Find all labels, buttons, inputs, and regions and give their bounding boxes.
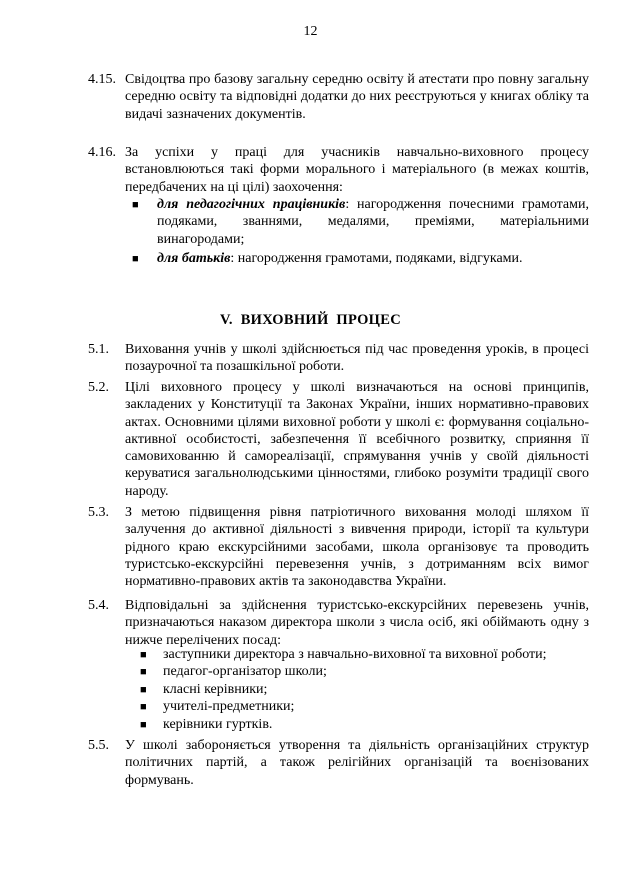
list-item [140, 681, 589, 698]
square-bullet-icon: ■ [132, 252, 139, 265]
item-text-4-15: Свідоцтва про базову загальну середню освіту й атестати про повну загальну середню освіту та відповідні додатки до них реєструються у книгах обліку та видачі зазначених документів. [125, 72, 589, 122]
positions-list [140, 646, 589, 733]
section-heading: V. ВИХОВНИЙ ПРОЦЕС [220, 312, 401, 328]
list-item [140, 663, 589, 680]
list-item-text: учителі-предметники; [163, 699, 295, 715]
item-number-5-1: 5.1. [88, 342, 109, 357]
item-number-5-3: 5.3. [88, 505, 109, 520]
item-number-5-4: 5.4. [88, 598, 109, 613]
page-number: 12 [303, 24, 318, 39]
list-item-text: заступники директора з навчально-виховної та виховної роботи; [163, 647, 547, 662]
list-item [140, 646, 589, 663]
list-item [140, 698, 589, 715]
list-item-text: керівники гуртків. [163, 716, 273, 732]
item-text-5-1: Виховання учнів у школі здійснюється під час проведення уроків, в процесі позаурочної та позашкільної роботи. [125, 342, 589, 375]
square-bullet-icon: ■ [132, 199, 139, 211]
list-item [130, 196, 589, 248]
square-bullet-icon: ■ [140, 683, 147, 696]
item-number-4-16: 4.16. [88, 145, 116, 160]
item-text-5-2: Цілі виховного процесу у школі визначаються на основі принципів, закладених у Конституції та Законах України, інших нормативно-правових актах. Основними цілями виховної роботи у школі є: формування соціально-активної особистості, забезпечення її всебічного розвитку, сприяння її самовихованню й самореалізації, спрямування учнів у своїй діяльності керуватися загальнолюдськими цінностями, глибоко розуміти традиції свого народу. [125, 380, 589, 499]
list-item-text: класні керівники; [163, 681, 268, 697]
item-text-5-5: У школі забороняється утворення та діяльність організаційних структур політичних партій, а також релігійних організацій та воєнізованих формувань. [125, 738, 589, 788]
list-item-lead: для педагогічних працівників [157, 197, 346, 212]
item-number-5-2: 5.2. [88, 380, 109, 395]
item-text-5-3: З метою підвищення рівня патріотичного виховання молоді шляхом її залучення до активної діяльності з вивчення природи, історії та культури рідного краю екскурсійними засобами, школа організовує та проводить туристсько-екскурсійні перевезення учнів, з дотриманням всіх вимог нормативно-правових актів та законодавства України. [125, 505, 589, 590]
item-number-5-5: 5.5. [88, 738, 109, 753]
list-item [140, 716, 589, 733]
square-bullet-icon: ■ [140, 666, 147, 679]
list-item-text: : нагородження почесними грамотами, подяками, званнями, медалями, преміями, матеріальними винагородами; [157, 197, 589, 247]
square-bullet-icon: ■ [140, 718, 147, 731]
list-item-lead: для батьків [157, 250, 231, 266]
list-item-text: : нагородження грамотами, подяками, відгуками. [230, 250, 523, 266]
item-number-4-15: 4.15. [88, 72, 116, 87]
item-text-4-16: За успіхи у праці для учасників навчально-виховного процесу встановлюються такі форми морального і матеріального (в межах коштів, передбачених на ці цілі) заохочення: [125, 145, 589, 195]
list-item [130, 250, 589, 267]
reward-forms-list [130, 196, 589, 267]
list-item-text: педагог-організатор школи; [163, 664, 327, 680]
square-bullet-icon: ■ [140, 649, 147, 661]
item-text-5-4: Відповідальні за здійснення туристсько-екскурсійних перевезень учнів, призначаються наказом директора школи з числа осіб, які обіймають одну з нижче перелічених посад: [125, 598, 589, 648]
square-bullet-icon: ■ [140, 701, 147, 714]
